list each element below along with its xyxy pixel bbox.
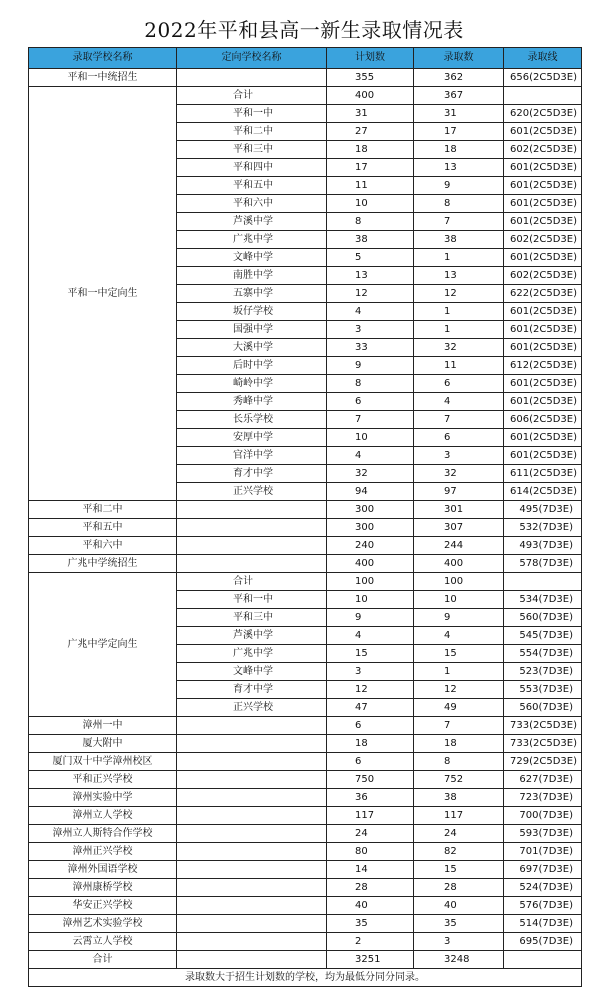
admit-count-cell: 3 — [414, 447, 504, 465]
target-school-cell — [177, 861, 327, 879]
admit-count-cell: 362 — [414, 69, 504, 87]
footnote: 录取数大于招生计划数的学校，均为最低分同分同录。 — [29, 969, 582, 987]
admit-count-cell: 12 — [414, 285, 504, 303]
table-row — [29, 69, 582, 87]
plan-count-cell: 6 — [327, 717, 414, 735]
plan-count-cell: 12 — [327, 681, 414, 699]
plan-count-cell: 32 — [327, 465, 414, 483]
admit-count-cell: 3 — [414, 933, 504, 951]
target-school-cell — [177, 807, 327, 825]
admit-count-cell: 15 — [414, 861, 504, 879]
cutoff-score-cell: 602(2C5D3E) — [504, 141, 582, 159]
admit-count-cell: 11 — [414, 357, 504, 375]
admit-count-cell: 367 — [414, 87, 504, 105]
admit-count-cell: 32 — [414, 465, 504, 483]
cutoff-score-cell: 701(7D3E) — [504, 843, 582, 861]
cutoff-score-cell — [504, 951, 582, 969]
target-school-cell — [177, 951, 327, 969]
cutoff-score-cell: 601(2C5D3E) — [504, 321, 582, 339]
target-school-cell: 文峰中学 — [177, 663, 327, 681]
plan-count-cell: 18 — [327, 141, 414, 159]
admit-count-cell: 3248 — [414, 951, 504, 969]
target-school-cell: 合计 — [177, 87, 327, 105]
admission-table — [28, 47, 582, 987]
admit-count-cell: 12 — [414, 681, 504, 699]
target-school-cell: 芦溪中学 — [177, 627, 327, 645]
cutoff-score-cell: 606(2C5D3E) — [504, 411, 582, 429]
admit-count-cell: 100 — [414, 573, 504, 591]
header-school: 录取学校名称 — [29, 48, 177, 69]
plan-count-cell: 35 — [327, 915, 414, 933]
header-admit: 录取数 — [414, 48, 504, 69]
cutoff-score-cell: 554(7D3E) — [504, 645, 582, 663]
cutoff-score-cell: 627(7D3E) — [504, 771, 582, 789]
table-row — [29, 879, 582, 897]
target-school-cell: 后时中学 — [177, 357, 327, 375]
plan-count-cell: 240 — [327, 537, 414, 555]
target-school-cell: 长乐学校 — [177, 411, 327, 429]
admit-count-cell: 97 — [414, 483, 504, 501]
target-school-cell: 平和三中 — [177, 141, 327, 159]
target-school-cell: 大溪中学 — [177, 339, 327, 357]
target-school-cell — [177, 519, 327, 537]
table-row — [29, 951, 582, 969]
target-school-cell: 文峰中学 — [177, 249, 327, 267]
plan-count-cell: 3 — [327, 321, 414, 339]
table-header-row — [29, 48, 582, 69]
school-name-cell: 漳州外国语学校 — [29, 861, 177, 879]
admit-count-cell: 24 — [414, 825, 504, 843]
target-school-cell: 正兴学校 — [177, 699, 327, 717]
admit-count-cell: 1 — [414, 303, 504, 321]
admit-count-cell: 6 — [414, 429, 504, 447]
table-row — [29, 861, 582, 879]
target-school-cell — [177, 771, 327, 789]
plan-count-cell: 10 — [327, 429, 414, 447]
cutoff-score-cell: 601(2C5D3E) — [504, 195, 582, 213]
cutoff-score-cell: 545(7D3E) — [504, 627, 582, 645]
target-school-cell: 秀峰中学 — [177, 393, 327, 411]
cutoff-score-cell: 601(2C5D3E) — [504, 213, 582, 231]
plan-count-cell: 36 — [327, 789, 414, 807]
cutoff-score-cell: 602(2C5D3E) — [504, 231, 582, 249]
school-name-cell: 漳州一中 — [29, 717, 177, 735]
plan-count-cell: 8 — [327, 375, 414, 393]
table-row — [29, 789, 582, 807]
table-row — [29, 537, 582, 555]
admit-count-cell: 8 — [414, 753, 504, 771]
admit-count-cell: 9 — [414, 609, 504, 627]
plan-count-cell: 24 — [327, 825, 414, 843]
admit-count-cell: 1 — [414, 321, 504, 339]
admit-count-cell: 13 — [414, 159, 504, 177]
plan-count-cell: 40 — [327, 897, 414, 915]
plan-count-cell: 6 — [327, 393, 414, 411]
header-target-school: 定向学校名称 — [177, 48, 327, 69]
plan-count-cell: 8 — [327, 213, 414, 231]
admit-count-cell: 7 — [414, 717, 504, 735]
cutoff-score-cell: 601(2C5D3E) — [504, 339, 582, 357]
cutoff-score-cell: 614(2C5D3E) — [504, 483, 582, 501]
target-school-cell: 平和六中 — [177, 195, 327, 213]
admit-count-cell: 1 — [414, 663, 504, 681]
school-name-cell: 厦门双十中学漳州校区 — [29, 753, 177, 771]
plan-count-cell: 400 — [327, 87, 414, 105]
target-school-cell: 安厚中学 — [177, 429, 327, 447]
cutoff-score-cell: 523(7D3E) — [504, 663, 582, 681]
plan-count-cell: 11 — [327, 177, 414, 195]
admit-count-cell: 6 — [414, 375, 504, 393]
cutoff-score-cell: 493(7D3E) — [504, 537, 582, 555]
table-row — [29, 87, 582, 105]
table-body — [29, 69, 582, 969]
plan-count-cell: 3 — [327, 663, 414, 681]
plan-count-cell: 14 — [327, 861, 414, 879]
target-school-cell: 平和二中 — [177, 123, 327, 141]
cutoff-score-cell — [504, 573, 582, 591]
target-school-cell: 育才中学 — [177, 681, 327, 699]
school-name-cell: 漳州康桥学校 — [29, 879, 177, 897]
target-school-cell: 广兆中学 — [177, 645, 327, 663]
header-cutoff: 录取线 — [504, 48, 582, 69]
target-school-cell: 官洋中学 — [177, 447, 327, 465]
school-name-cell: 漳州实验中学 — [29, 789, 177, 807]
plan-count-cell: 18 — [327, 735, 414, 753]
plan-count-cell: 94 — [327, 483, 414, 501]
table-row — [29, 555, 582, 573]
admit-count-cell: 8 — [414, 195, 504, 213]
admit-count-cell: 117 — [414, 807, 504, 825]
plan-count-cell: 4 — [327, 303, 414, 321]
footnote-row — [29, 969, 582, 987]
cutoff-score-cell: 612(2C5D3E) — [504, 357, 582, 375]
target-school-cell — [177, 69, 327, 87]
target-school-cell: 平和三中 — [177, 609, 327, 627]
table-row — [29, 735, 582, 753]
plan-count-cell: 28 — [327, 879, 414, 897]
target-school-cell — [177, 915, 327, 933]
cutoff-score-cell: 495(7D3E) — [504, 501, 582, 519]
cutoff-score-cell: 601(2C5D3E) — [504, 177, 582, 195]
admit-count-cell: 4 — [414, 393, 504, 411]
admit-count-cell: 28 — [414, 879, 504, 897]
admit-count-cell: 307 — [414, 519, 504, 537]
header-plan: 计划数 — [327, 48, 414, 69]
admit-count-cell: 7 — [414, 213, 504, 231]
table-row — [29, 717, 582, 735]
plan-count-cell: 80 — [327, 843, 414, 861]
admit-count-cell: 32 — [414, 339, 504, 357]
cutoff-score-cell: 576(7D3E) — [504, 897, 582, 915]
plan-count-cell: 15 — [327, 645, 414, 663]
plan-count-cell: 33 — [327, 339, 414, 357]
plan-count-cell: 5 — [327, 249, 414, 267]
cutoff-score-cell: 620(2C5D3E) — [504, 105, 582, 123]
admit-count-cell: 38 — [414, 789, 504, 807]
plan-count-cell: 10 — [327, 195, 414, 213]
cutoff-score-cell: 534(7D3E) — [504, 591, 582, 609]
plan-count-cell: 9 — [327, 357, 414, 375]
school-name-cell: 云霄立人学校 — [29, 933, 177, 951]
cutoff-score-cell: 560(7D3E) — [504, 699, 582, 717]
target-school-cell: 正兴学校 — [177, 483, 327, 501]
table-row — [29, 897, 582, 915]
table-row — [29, 933, 582, 951]
target-school-cell — [177, 501, 327, 519]
school-name-cell: 平和一中定向生 — [29, 87, 177, 501]
table-row — [29, 501, 582, 519]
plan-count-cell: 750 — [327, 771, 414, 789]
plan-count-cell: 47 — [327, 699, 414, 717]
table-row — [29, 519, 582, 537]
school-name-cell: 平和正兴学校 — [29, 771, 177, 789]
school-name-cell: 平和六中 — [29, 537, 177, 555]
cutoff-score-cell: 695(7D3E) — [504, 933, 582, 951]
admit-count-cell: 244 — [414, 537, 504, 555]
target-school-cell — [177, 825, 327, 843]
plan-count-cell: 9 — [327, 609, 414, 627]
cutoff-score-cell: 601(2C5D3E) — [504, 447, 582, 465]
plan-count-cell: 400 — [327, 555, 414, 573]
target-school-cell: 五寨中学 — [177, 285, 327, 303]
plan-count-cell: 6 — [327, 753, 414, 771]
admit-count-cell: 400 — [414, 555, 504, 573]
plan-count-cell: 3251 — [327, 951, 414, 969]
cutoff-score-cell: 729(2C5D3E) — [504, 753, 582, 771]
cutoff-score-cell: 514(7D3E) — [504, 915, 582, 933]
admit-count-cell: 40 — [414, 897, 504, 915]
cutoff-score-cell: 601(2C5D3E) — [504, 123, 582, 141]
school-name-cell: 平和一中统招生 — [29, 69, 177, 87]
plan-count-cell: 7 — [327, 411, 414, 429]
cutoff-score-cell: 601(2C5D3E) — [504, 429, 582, 447]
target-school-cell — [177, 753, 327, 771]
admit-count-cell: 752 — [414, 771, 504, 789]
admit-count-cell: 18 — [414, 141, 504, 159]
target-school-cell: 南胜中学 — [177, 267, 327, 285]
cutoff-score-cell: 532(7D3E) — [504, 519, 582, 537]
target-school-cell: 平和一中 — [177, 591, 327, 609]
cutoff-score-cell: 553(7D3E) — [504, 681, 582, 699]
target-school-cell — [177, 555, 327, 573]
target-school-cell: 育才中学 — [177, 465, 327, 483]
plan-count-cell: 355 — [327, 69, 414, 87]
admit-count-cell: 301 — [414, 501, 504, 519]
school-name-cell: 广兆中学统招生 — [29, 555, 177, 573]
plan-count-cell: 4 — [327, 447, 414, 465]
cutoff-score-cell: 733(2C5D3E) — [504, 717, 582, 735]
admit-count-cell: 18 — [414, 735, 504, 753]
target-school-cell: 平和一中 — [177, 105, 327, 123]
target-school-cell — [177, 879, 327, 897]
plan-count-cell: 117 — [327, 807, 414, 825]
table-row — [29, 753, 582, 771]
admit-count-cell: 49 — [414, 699, 504, 717]
admit-count-cell: 9 — [414, 177, 504, 195]
target-school-cell — [177, 789, 327, 807]
target-school-cell — [177, 933, 327, 951]
target-school-cell — [177, 897, 327, 915]
admit-count-cell: 38 — [414, 231, 504, 249]
admit-count-cell: 17 — [414, 123, 504, 141]
admit-count-cell: 13 — [414, 267, 504, 285]
cutoff-score-cell: 733(2C5D3E) — [504, 735, 582, 753]
table-row — [29, 573, 582, 591]
admit-count-cell: 82 — [414, 843, 504, 861]
target-school-cell: 平和五中 — [177, 177, 327, 195]
admit-count-cell: 31 — [414, 105, 504, 123]
table-row — [29, 807, 582, 825]
school-name-cell: 漳州立人学校 — [29, 807, 177, 825]
plan-count-cell: 300 — [327, 519, 414, 537]
plan-count-cell: 13 — [327, 267, 414, 285]
school-name-cell: 平和二中 — [29, 501, 177, 519]
cutoff-score-cell: 700(7D3E) — [504, 807, 582, 825]
school-name-cell: 合计 — [29, 951, 177, 969]
cutoff-score-cell: 601(2C5D3E) — [504, 159, 582, 177]
admit-count-cell: 4 — [414, 627, 504, 645]
cutoff-score-cell: 656(2C5D3E) — [504, 69, 582, 87]
table-row — [29, 843, 582, 861]
cutoff-score-cell: 593(7D3E) — [504, 825, 582, 843]
plan-count-cell: 12 — [327, 285, 414, 303]
target-school-cell: 坂仔学校 — [177, 303, 327, 321]
target-school-cell: 平和四中 — [177, 159, 327, 177]
school-name-cell: 华安正兴学校 — [29, 897, 177, 915]
cutoff-score-cell: 622(2C5D3E) — [504, 285, 582, 303]
admit-count-cell: 1 — [414, 249, 504, 267]
target-school-cell — [177, 537, 327, 555]
table-row — [29, 825, 582, 843]
admit-count-cell: 35 — [414, 915, 504, 933]
plan-count-cell: 31 — [327, 105, 414, 123]
target-school-cell: 合计 — [177, 573, 327, 591]
cutoff-score-cell: 602(2C5D3E) — [504, 267, 582, 285]
table-row — [29, 915, 582, 933]
plan-count-cell: 27 — [327, 123, 414, 141]
cutoff-score-cell: 560(7D3E) — [504, 609, 582, 627]
admit-count-cell: 15 — [414, 645, 504, 663]
plan-count-cell: 38 — [327, 231, 414, 249]
plan-count-cell: 300 — [327, 501, 414, 519]
school-name-cell: 平和五中 — [29, 519, 177, 537]
target-school-cell: 国强中学 — [177, 321, 327, 339]
plan-count-cell: 100 — [327, 573, 414, 591]
target-school-cell — [177, 735, 327, 753]
school-name-cell: 漳州艺术实验学校 — [29, 915, 177, 933]
cutoff-score-cell: 723(7D3E) — [504, 789, 582, 807]
cutoff-score-cell: 601(2C5D3E) — [504, 393, 582, 411]
cutoff-score-cell: 524(7D3E) — [504, 879, 582, 897]
target-school-cell — [177, 843, 327, 861]
cutoff-score-cell: 601(2C5D3E) — [504, 249, 582, 267]
admit-count-cell: 7 — [414, 411, 504, 429]
school-name-cell: 漳州立人斯特合作学校 — [29, 825, 177, 843]
target-school-cell: 芦溪中学 — [177, 213, 327, 231]
plan-count-cell: 4 — [327, 627, 414, 645]
plan-count-cell: 2 — [327, 933, 414, 951]
target-school-cell: 广兆中学 — [177, 231, 327, 249]
page-title: 2022年平和县高一新生录取情况表 — [144, 18, 464, 42]
cutoff-score-cell: 611(2C5D3E) — [504, 465, 582, 483]
cutoff-score-cell: 601(2C5D3E) — [504, 303, 582, 321]
cutoff-score-cell — [504, 87, 582, 105]
cutoff-score-cell: 601(2C5D3E) — [504, 375, 582, 393]
plan-count-cell: 17 — [327, 159, 414, 177]
target-school-cell: 崎岭中学 — [177, 375, 327, 393]
cutoff-score-cell: 578(7D3E) — [504, 555, 582, 573]
admit-count-cell: 10 — [414, 591, 504, 609]
cutoff-score-cell: 697(7D3E) — [504, 861, 582, 879]
table-row — [29, 771, 582, 789]
school-name-cell: 漳州正兴学校 — [29, 843, 177, 861]
plan-count-cell: 10 — [327, 591, 414, 609]
school-name-cell: 广兆中学定向生 — [29, 573, 177, 717]
target-school-cell — [177, 717, 327, 735]
school-name-cell: 厦大附中 — [29, 735, 177, 753]
